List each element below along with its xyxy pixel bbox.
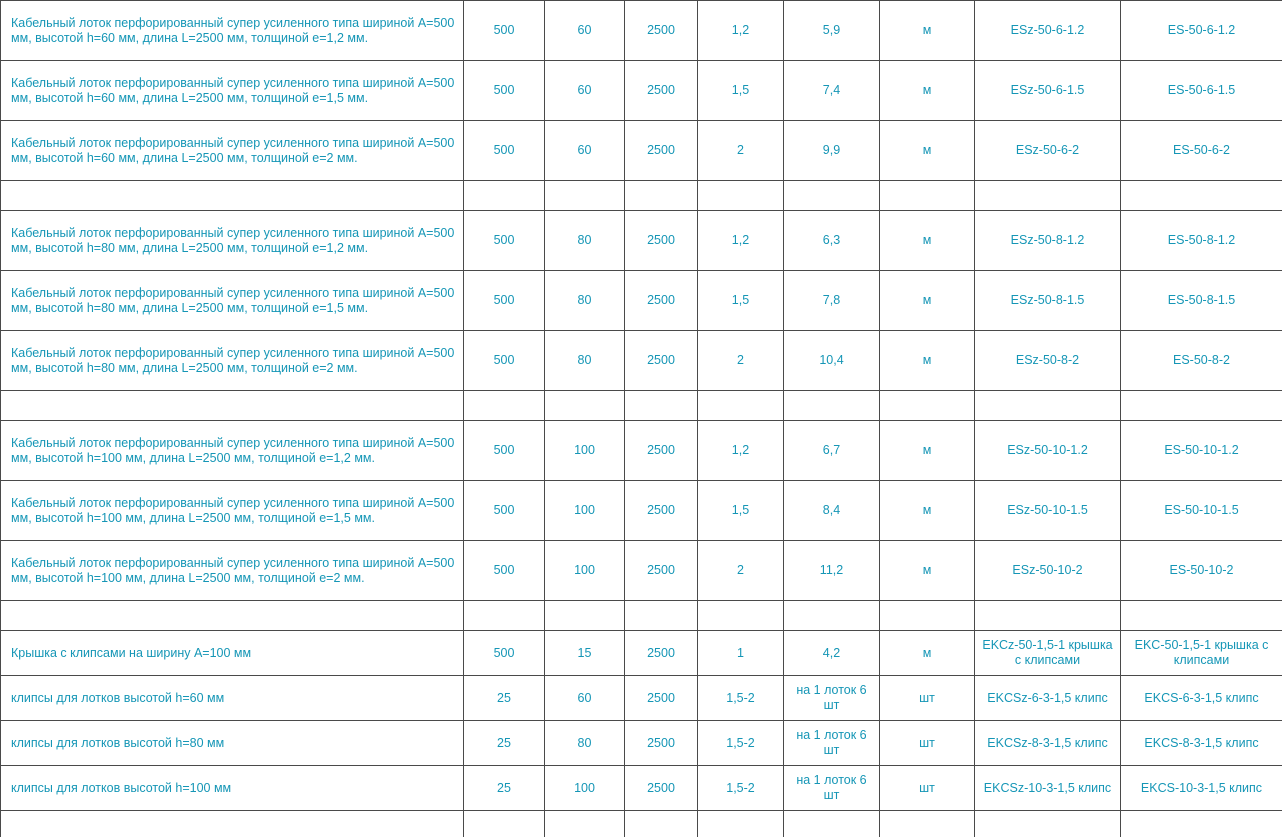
height-cell: 60 bbox=[545, 676, 625, 721]
thickness-cell bbox=[698, 181, 784, 211]
article-z-cell: EKCSz-10-3-1,5 клипс bbox=[975, 766, 1121, 811]
length-cell: 2500 bbox=[625, 331, 698, 391]
thickness-cell: 1,2 bbox=[698, 211, 784, 271]
thickness-cell: 2 bbox=[698, 541, 784, 601]
description-cell bbox=[1, 601, 464, 631]
height-cell: 60 bbox=[545, 121, 625, 181]
article-cell: ES-50-8-1.5 bbox=[1121, 271, 1282, 331]
thickness-cell: 1,5 bbox=[698, 61, 784, 121]
table-row bbox=[1, 631, 1282, 676]
width-cell: 500 bbox=[464, 1, 545, 61]
height-cell: 80 bbox=[545, 211, 625, 271]
article-z-cell bbox=[975, 601, 1121, 631]
article-z-cell bbox=[975, 181, 1121, 211]
table-row bbox=[1, 766, 1282, 811]
thickness-cell: 1,5-2 bbox=[698, 766, 784, 811]
width-cell: 500 bbox=[464, 631, 545, 676]
thickness-cell: 2 bbox=[698, 121, 784, 181]
length-cell: 2500 bbox=[625, 421, 698, 481]
description-cell: Кабельный лоток перфорированный супер усиленного типа шириной А=500 мм, высотой h=80 мм, длина L=2500 мм, толщиной е=1,5 мм. bbox=[1, 271, 464, 331]
mass-cell: 5,9 bbox=[784, 1, 880, 61]
length-cell: 2500 bbox=[625, 631, 698, 676]
mass-cell: 11,2 bbox=[784, 541, 880, 601]
description-cell: клипсы для лотков высотой h=80 мм bbox=[1, 721, 464, 766]
mass-cell: на 1 лоток 6 шт bbox=[784, 676, 880, 721]
description-cell: Кабельный лоток перфорированный супер усиленного типа шириной А=500 мм, высотой h=100 мм, длина L=2500 мм, толщиной е=1,5 мм. bbox=[1, 481, 464, 541]
article-cell bbox=[1121, 181, 1282, 211]
length-cell: 2500 bbox=[625, 676, 698, 721]
article-cell bbox=[1121, 811, 1282, 837]
mass-cell bbox=[784, 601, 880, 631]
article-z-cell: ESz-50-10-1.5 bbox=[975, 481, 1121, 541]
article-cell: EKCS-6-3-1,5 клипс bbox=[1121, 676, 1282, 721]
spacer-row bbox=[1, 181, 1282, 211]
unit-cell: м bbox=[880, 541, 975, 601]
height-cell bbox=[545, 811, 625, 837]
height-cell: 60 bbox=[545, 61, 625, 121]
unit-cell: м bbox=[880, 61, 975, 121]
article-z-cell: EKCz-50-1,5-1 крышка с клипсами bbox=[975, 631, 1121, 676]
unit-cell bbox=[880, 811, 975, 837]
width-cell bbox=[464, 811, 545, 837]
thickness-cell: 1,5 bbox=[698, 481, 784, 541]
article-cell: EKCS-10-3-1,5 клипс bbox=[1121, 766, 1282, 811]
article-z-cell: ESz-50-8-1.2 bbox=[975, 211, 1121, 271]
height-cell: 100 bbox=[545, 766, 625, 811]
mass-cell bbox=[784, 811, 880, 837]
article-z-cell: ESz-50-6-1.2 bbox=[975, 1, 1121, 61]
mass-cell: 6,7 bbox=[784, 421, 880, 481]
unit-cell: м bbox=[880, 1, 975, 61]
thickness-cell bbox=[698, 601, 784, 631]
table-row bbox=[1, 421, 1282, 481]
spacer-row bbox=[1, 811, 1282, 837]
description-cell bbox=[1, 811, 464, 837]
article-z-cell: ESz-50-8-2 bbox=[975, 331, 1121, 391]
length-cell: 2500 bbox=[625, 721, 698, 766]
table-row bbox=[1, 211, 1282, 271]
description-cell: Кабельный лоток перфорированный супер усиленного типа шириной А=500 мм, высотой h=100 мм, длина L=2500 мм, толщиной е=1,2 мм. bbox=[1, 421, 464, 481]
height-cell: 80 bbox=[545, 271, 625, 331]
width-cell: 25 bbox=[464, 721, 545, 766]
width-cell: 25 bbox=[464, 766, 545, 811]
mass-cell: на 1 лоток 6 шт bbox=[784, 721, 880, 766]
height-cell: 100 bbox=[545, 541, 625, 601]
height-cell: 60 bbox=[545, 1, 625, 61]
unit-cell: м bbox=[880, 631, 975, 676]
length-cell: 2500 bbox=[625, 121, 698, 181]
spacer-row bbox=[1, 601, 1282, 631]
description-cell: Кабельный лоток перфорированный супер усиленного типа шириной А=500 мм, высотой h=60 мм, длина L=2500 мм, толщиной е=2 мм. bbox=[1, 121, 464, 181]
article-z-cell bbox=[975, 391, 1121, 421]
table-row bbox=[1, 1, 1282, 61]
mass-cell bbox=[784, 391, 880, 421]
description-cell: Кабельный лоток перфорированный супер усиленного типа шириной А=500 мм, высотой h=80 мм, длина L=2500 мм, толщиной е=2 мм. bbox=[1, 331, 464, 391]
width-cell: 25 bbox=[464, 676, 545, 721]
mass-cell: 7,8 bbox=[784, 271, 880, 331]
spacer-row bbox=[1, 391, 1282, 421]
height-cell bbox=[545, 391, 625, 421]
table-body bbox=[1, 1, 1282, 837]
description-cell: Крышка с клипсами на ширину А=100 мм bbox=[1, 631, 464, 676]
mass-cell: 6,3 bbox=[784, 211, 880, 271]
article-z-cell bbox=[975, 811, 1121, 837]
description-cell: Кабельный лоток перфорированный супер усиленного типа шириной А=500 мм, высотой h=60 мм, длина L=2500 мм, толщиной е=1,5 мм. bbox=[1, 61, 464, 121]
unit-cell bbox=[880, 601, 975, 631]
article-cell: ES-50-6-1.5 bbox=[1121, 61, 1282, 121]
article-cell: ES-50-6-2 bbox=[1121, 121, 1282, 181]
mass-cell: 4,2 bbox=[784, 631, 880, 676]
length-cell bbox=[625, 811, 698, 837]
article-z-cell: ESz-50-8-1.5 bbox=[975, 271, 1121, 331]
article-cell bbox=[1121, 601, 1282, 631]
table-row bbox=[1, 721, 1282, 766]
mass-cell: на 1 лоток 6 шт bbox=[784, 766, 880, 811]
width-cell bbox=[464, 181, 545, 211]
unit-cell bbox=[880, 181, 975, 211]
table-row bbox=[1, 61, 1282, 121]
description-cell: Кабельный лоток перфорированный супер усиленного типа шириной А=500 мм, высотой h=60 мм, длина L=2500 мм, толщиной е=1,2 мм. bbox=[1, 1, 464, 61]
length-cell: 2500 bbox=[625, 766, 698, 811]
width-cell: 500 bbox=[464, 481, 545, 541]
unit-cell: м bbox=[880, 331, 975, 391]
article-cell: ES-50-10-1.2 bbox=[1121, 421, 1282, 481]
thickness-cell: 1,5 bbox=[698, 271, 784, 331]
unit-cell: шт bbox=[880, 721, 975, 766]
length-cell: 2500 bbox=[625, 211, 698, 271]
article-cell bbox=[1121, 391, 1282, 421]
height-cell: 100 bbox=[545, 481, 625, 541]
description-cell: клипсы для лотков высотой h=60 мм bbox=[1, 676, 464, 721]
width-cell: 500 bbox=[464, 421, 545, 481]
table-row bbox=[1, 676, 1282, 721]
description-cell: Кабельный лоток перфорированный супер усиленного типа шириной А=500 мм, высотой h=80 мм, длина L=2500 мм, толщиной е=1,2 мм. bbox=[1, 211, 464, 271]
mass-cell bbox=[784, 181, 880, 211]
article-cell: EKC-50-1,5-1 крышка с клипсами bbox=[1121, 631, 1282, 676]
height-cell: 100 bbox=[545, 421, 625, 481]
description-cell bbox=[1, 181, 464, 211]
article-cell: ES-50-10-2 bbox=[1121, 541, 1282, 601]
height-cell bbox=[545, 601, 625, 631]
article-z-cell: ESz-50-10-2 bbox=[975, 541, 1121, 601]
article-z-cell: ESz-50-10-1.2 bbox=[975, 421, 1121, 481]
unit-cell: м bbox=[880, 211, 975, 271]
article-cell: EKCS-8-3-1,5 клипс bbox=[1121, 721, 1282, 766]
description-cell: клипсы для лотков высотой h=100 мм bbox=[1, 766, 464, 811]
width-cell bbox=[464, 601, 545, 631]
unit-cell bbox=[880, 391, 975, 421]
mass-cell: 7,4 bbox=[784, 61, 880, 121]
thickness-cell: 1,5-2 bbox=[698, 676, 784, 721]
length-cell bbox=[625, 181, 698, 211]
length-cell: 2500 bbox=[625, 541, 698, 601]
length-cell bbox=[625, 391, 698, 421]
height-cell: 80 bbox=[545, 331, 625, 391]
mass-cell: 8,4 bbox=[784, 481, 880, 541]
article-cell: ES-50-10-1.5 bbox=[1121, 481, 1282, 541]
article-cell: ES-50-6-1.2 bbox=[1121, 1, 1282, 61]
width-cell: 500 bbox=[464, 541, 545, 601]
mass-cell: 10,4 bbox=[784, 331, 880, 391]
length-cell: 2500 bbox=[625, 481, 698, 541]
length-cell bbox=[625, 601, 698, 631]
height-cell: 15 bbox=[545, 631, 625, 676]
table-row bbox=[1, 331, 1282, 391]
width-cell: 500 bbox=[464, 61, 545, 121]
unit-cell: шт bbox=[880, 766, 975, 811]
article-z-cell: ESz-50-6-2 bbox=[975, 121, 1121, 181]
length-cell: 2500 bbox=[625, 1, 698, 61]
description-cell: Кабельный лоток перфорированный супер усиленного типа шириной А=500 мм, высотой h=100 мм, длина L=2500 мм, толщиной е=2 мм. bbox=[1, 541, 464, 601]
thickness-cell bbox=[698, 391, 784, 421]
thickness-cell: 1,2 bbox=[698, 1, 784, 61]
table-row bbox=[1, 271, 1282, 331]
width-cell: 500 bbox=[464, 121, 545, 181]
length-cell: 2500 bbox=[625, 61, 698, 121]
thickness-cell: 1 bbox=[698, 631, 784, 676]
article-cell: ES-50-8-1.2 bbox=[1121, 211, 1282, 271]
width-cell: 500 bbox=[464, 331, 545, 391]
unit-cell: шт bbox=[880, 676, 975, 721]
article-z-cell: ESz-50-6-1.5 bbox=[975, 61, 1121, 121]
table-row bbox=[1, 541, 1282, 601]
thickness-cell: 1,5-2 bbox=[698, 721, 784, 766]
thickness-cell: 2 bbox=[698, 331, 784, 391]
table-row bbox=[1, 481, 1282, 541]
mass-cell: 9,9 bbox=[784, 121, 880, 181]
height-cell bbox=[545, 181, 625, 211]
width-cell bbox=[464, 391, 545, 421]
description-cell bbox=[1, 391, 464, 421]
length-cell: 2500 bbox=[625, 271, 698, 331]
table-row bbox=[1, 121, 1282, 181]
width-cell: 500 bbox=[464, 271, 545, 331]
article-cell: ES-50-8-2 bbox=[1121, 331, 1282, 391]
article-z-cell: EKCSz-8-3-1,5 клипс bbox=[975, 721, 1121, 766]
thickness-cell bbox=[698, 811, 784, 837]
unit-cell: м bbox=[880, 421, 975, 481]
width-cell: 500 bbox=[464, 211, 545, 271]
unit-cell: м bbox=[880, 271, 975, 331]
unit-cell: м bbox=[880, 481, 975, 541]
unit-cell: м bbox=[880, 121, 975, 181]
thickness-cell: 1,2 bbox=[698, 421, 784, 481]
height-cell: 80 bbox=[545, 721, 625, 766]
article-z-cell: EKCSz-6-3-1,5 клипс bbox=[975, 676, 1121, 721]
